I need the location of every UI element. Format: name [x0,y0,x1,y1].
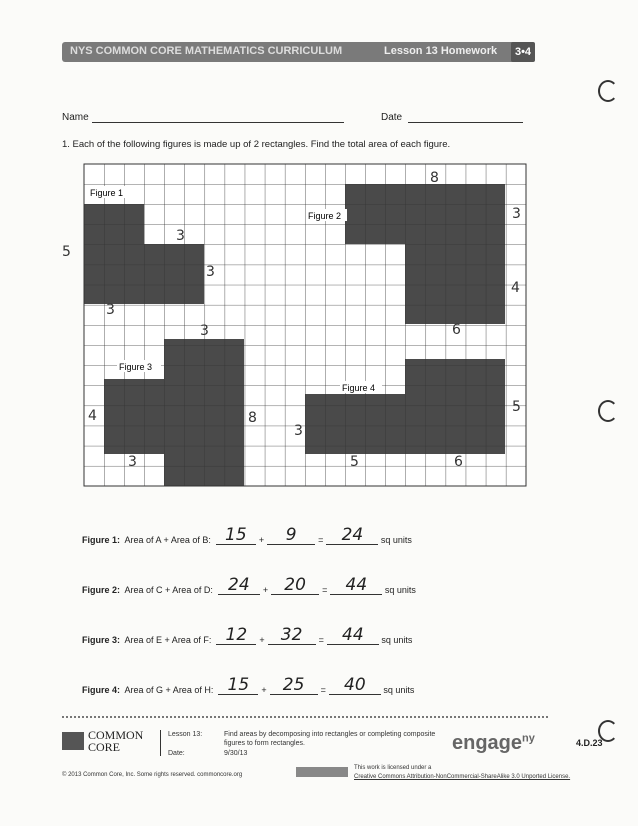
footer-lesson-desc-1: Find areas by decomposing into rectangles or completing composite [224,731,436,738]
footer-date-value: 9/30/13 [224,750,248,757]
handwritten-label: 5 [350,454,359,470]
footer-separator [160,730,161,756]
handwritten-label: 3 [512,206,521,222]
answer-a-field[interactable]: 15 [218,684,258,695]
date-field[interactable] [408,122,523,123]
hole-punch-icon [598,80,618,102]
lesson-title: Lesson 13 Homework [384,45,498,57]
name-label: Name [62,112,89,123]
figure-1-label: Figure 1 [90,188,124,198]
answer-a-field[interactable]: 24 [218,584,260,595]
footer-date-label: Date: [168,750,185,757]
handwritten-label: 8 [248,410,257,426]
grade-badge: 3•4 [511,42,535,62]
handwritten-label: 3 [294,423,303,439]
equation-row-1: Figure 1: Area of A + Area of B: 15 + 9 = 24 sq units [82,525,412,545]
answer-total-field[interactable]: 44 [330,584,382,595]
handwritten-label: 3 [106,302,115,318]
handwritten-label: 5 [512,399,521,415]
answer-total-field[interactable]: 24 [326,534,378,545]
answer-b-field[interactable]: 32 [268,634,316,645]
handwritten-label: 6 [452,322,461,338]
page-code: 4.D.23 [576,738,603,748]
module-title: NYS COMMON CORE MATHEMATICS CURRICULUM [70,45,343,57]
copyright-text: © 2013 Common Core, Inc. Some rights reserved. commoncore.org [62,772,243,778]
handwritten-label: 6 [454,454,463,470]
date-label: Date [381,112,403,123]
answer-b-field[interactable]: 25 [270,684,318,695]
license-text-1: This work is licensed under a [354,765,432,771]
engageny-logo: engage$^{ny}$ [452,732,535,754]
figure-3-label: Figure 3 [119,362,153,372]
common-core-logo-text: COMMON CORE [88,728,144,754]
handwritten-label: 3 [176,228,185,244]
footer-divider [62,716,548,718]
figure-2-label: Figure 2 [308,211,342,221]
handwritten-label: 5 [62,244,71,260]
answer-a-field[interactable]: 12 [216,634,256,645]
hole-punch-icon [598,400,618,422]
answer-b-field[interactable]: 20 [271,584,319,595]
equation-row-3: Figure 3: Area of E + Area of F: 12 + 32 = 44 sq units [82,625,413,645]
question-text: 1. Each of the following figures is made up of 2 rectangles. Find the total area of each figure. [62,139,451,150]
common-core-logo-icon [62,732,84,750]
answer-a-field[interactable]: 15 [216,534,256,545]
handwritten-label: 3 [206,264,215,280]
cc-license-icon [296,767,348,777]
figure-4-label: Figure 4 [342,383,376,393]
handwritten-label: 4 [88,408,97,424]
equation-row-4: Figure 4: Area of G + Area of H: 15 + 25 = 40 sq units [82,675,415,695]
license-link[interactable]: Creative Commons Attribution-NonCommercial-ShareAlike 3.0 Unported License. [354,774,571,780]
grid-figure [62,164,526,486]
answer-b-field[interactable]: 9 [267,534,315,545]
handwritten-label: 4 [511,280,520,296]
handwritten-label: 3 [128,454,137,470]
equation-row-2: Figure 2: Area of C + Area of D: 24 + 20 = 44 sq units [82,575,416,595]
answer-total-field[interactable]: 44 [327,634,379,645]
name-field[interactable] [92,122,344,123]
footer-lesson-label: Lesson 13: [168,731,203,738]
handwritten-label: 3 [200,323,209,339]
footer-lesson-desc-2: figures to form rectangles. [224,740,305,747]
handwritten-label: 8 [430,170,439,186]
answer-total-field[interactable]: 40 [329,684,381,695]
